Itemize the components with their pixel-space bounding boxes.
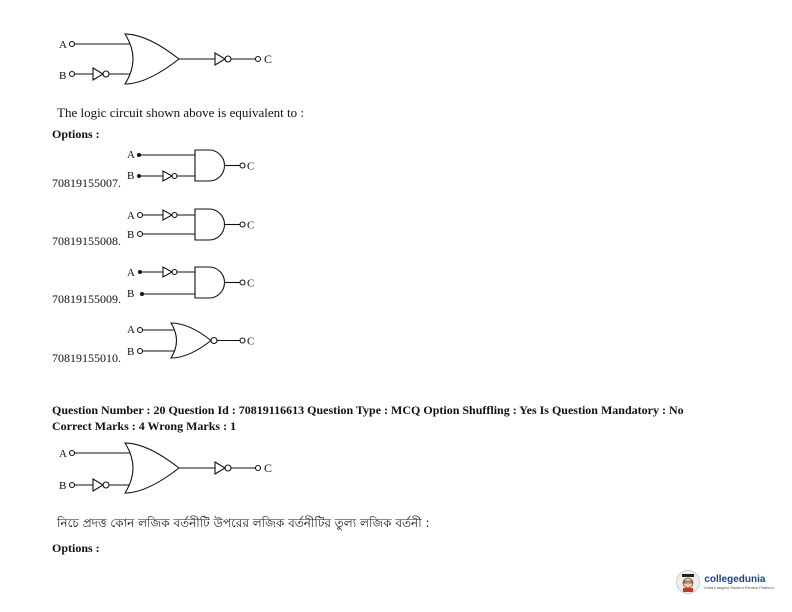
option-1-not-gate	[163, 171, 172, 181]
option-4-id[interactable]: 70819155010.	[52, 351, 121, 365]
option-3-id[interactable]: 70819155009.	[52, 292, 121, 306]
not-gate-b	[93, 68, 103, 80]
option-2-and-gate	[195, 209, 225, 240]
or-gate	[125, 34, 179, 84]
question1-options-label: Options :	[52, 127, 100, 141]
option-2-circuit	[125, 204, 275, 246]
option-2-c-label: C	[247, 219, 255, 232]
option-4-circuit	[125, 320, 275, 362]
option-3-not-gate	[163, 267, 172, 277]
collegedunia-logo	[676, 570, 774, 594]
option-4-c-label: C	[247, 335, 255, 348]
question1-circuit-diagram	[55, 28, 285, 88]
option-4-b-label: B	[127, 346, 135, 358]
option-4-a-label: A	[127, 324, 135, 336]
option-3-and-gate	[195, 267, 225, 298]
option-4-nor-gate	[171, 323, 211, 358]
option-1-and-gate	[195, 150, 225, 181]
option-1-b-label: B	[127, 170, 135, 182]
option-3-c-label: C	[247, 277, 255, 290]
option-3-circuit	[125, 263, 275, 305]
question2-circuit-diagram	[55, 440, 285, 500]
q2-not-gate-output	[215, 462, 225, 474]
option-1-id[interactable]: 70819155007.	[52, 176, 121, 190]
q2-or-gate	[125, 443, 179, 493]
question2-meta-line2: Correct Marks : 4 Wrong Marks : 1	[52, 419, 237, 433]
question2-text: নিচে প্রদত্ত কোন লজিক বর্তনীটি উপরের লজিক বর্তনীটির তুল্য লজিক বর্তনী :	[57, 516, 430, 530]
q2-circuit-output-label: C	[264, 461, 273, 475]
question2-options-label: Options :	[52, 541, 100, 555]
circuit-input-b-label: B	[59, 70, 67, 82]
question1-text: The logic circuit shown above is equivalent to :	[57, 105, 304, 120]
question2-meta-line1: Question Number : 20 Question Id : 70819116613 Question Type : MCQ Option Shuffling : Yes Is Question Mandatory : No	[52, 403, 684, 417]
option-2-not-gate	[163, 210, 172, 220]
option-1-c-label: C	[247, 160, 255, 173]
option-3-a-label: A	[127, 267, 135, 279]
q2-not-gate-b	[93, 479, 103, 491]
option-3-b-label: B	[127, 288, 135, 300]
q2-circuit-input-b-label: B	[59, 480, 67, 492]
mascot-icon	[676, 570, 700, 594]
option-2-b-label: B	[127, 229, 135, 241]
brand-name: collegedunia	[704, 574, 766, 585]
option-1-a-label: A	[127, 149, 135, 161]
option-2-a-label: A	[127, 210, 135, 222]
not-gate-output	[215, 53, 225, 65]
option-2-id[interactable]: 70819155008.	[52, 234, 121, 248]
circuit-input-a-label: A	[59, 39, 67, 51]
q2-circuit-input-a-label: A	[59, 448, 67, 460]
brand-tagline: India's largest Student Review Platform	[704, 585, 774, 590]
option-1-circuit	[125, 146, 275, 188]
circuit-output-label: C	[264, 52, 273, 66]
